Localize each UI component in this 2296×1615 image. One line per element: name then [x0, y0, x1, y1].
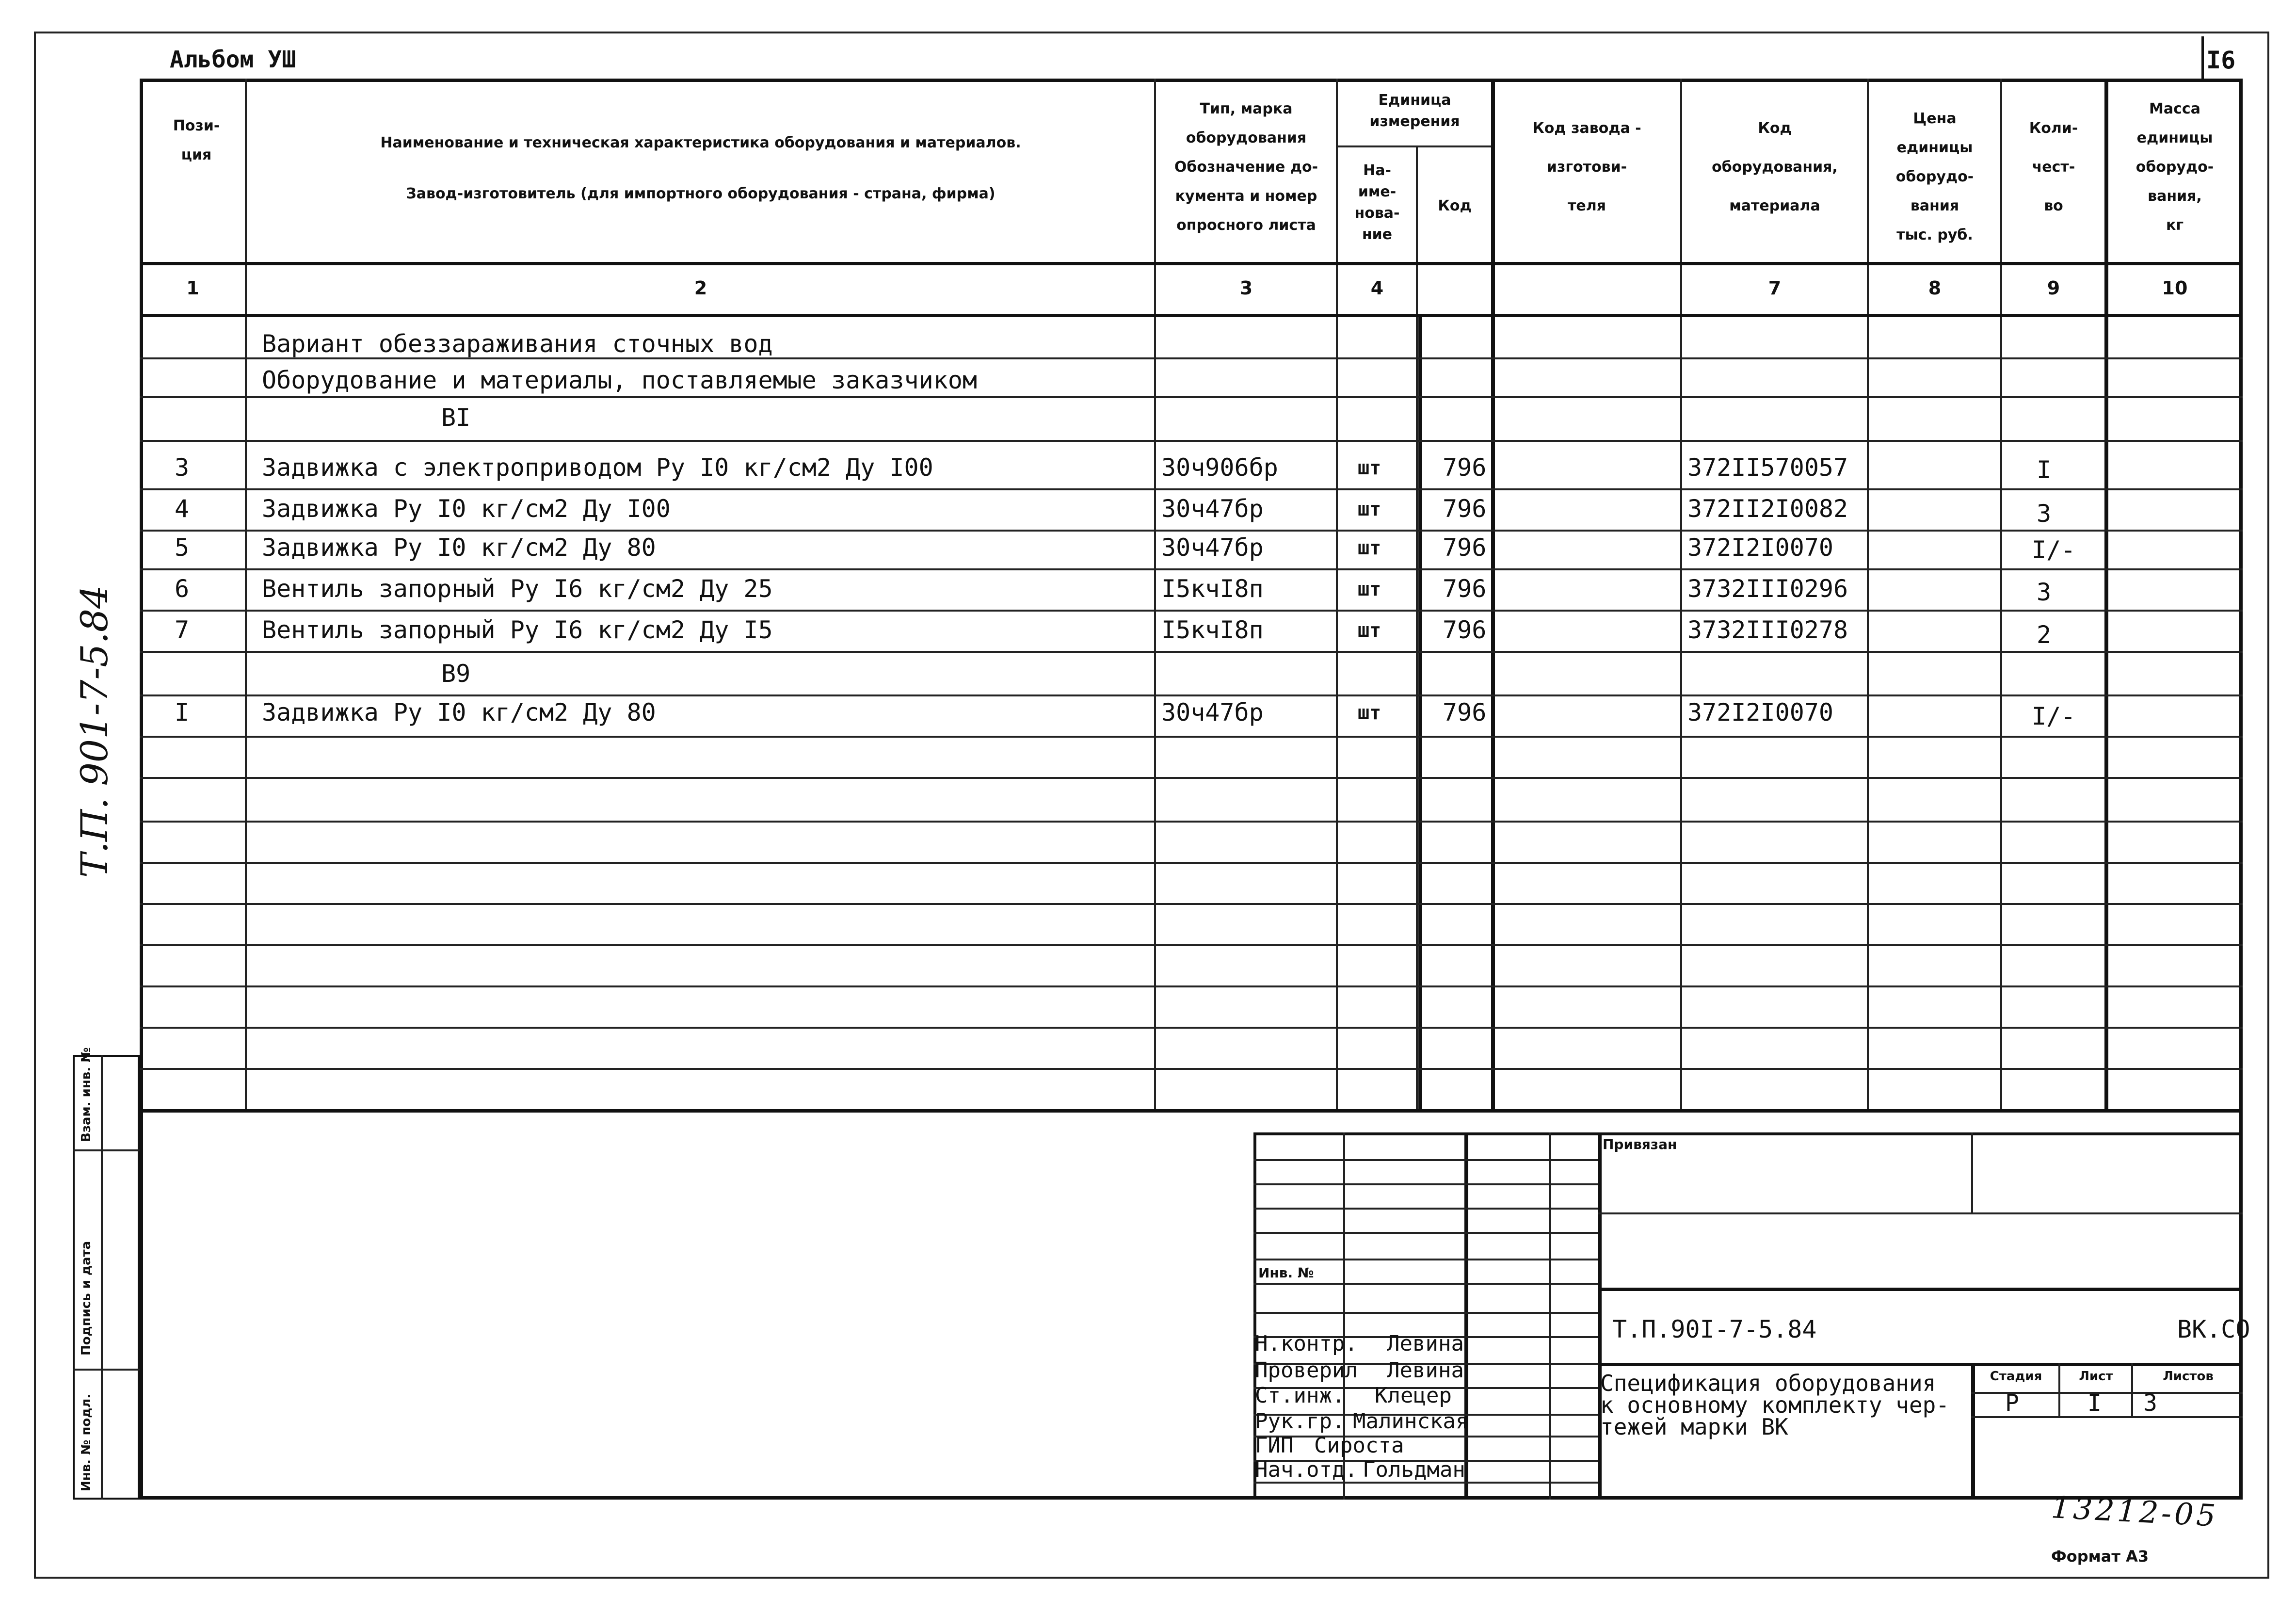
col-header-unit-code: Код [1438, 197, 1472, 214]
tb-line [1464, 1132, 1468, 1500]
row-line [140, 985, 2243, 987]
row-unit: шт [1358, 578, 1381, 600]
table-row-subtitle: Оборудование и материалы, поставляемые заказчиком [262, 366, 978, 394]
row-type: I5кчI8п [1161, 616, 1264, 644]
row-quantity: I [2037, 456, 2052, 484]
row-type: 30ч906бр [1161, 453, 1278, 482]
sheet-number: I6 [2206, 46, 2236, 74]
row-quantity: 2 [2037, 621, 2052, 649]
tb-staff-role: Ст.инж. [1255, 1383, 1345, 1408]
tb-sheets-label: Листов [2163, 1369, 2214, 1384]
tb-title-line: тежей марки ВК [1600, 1414, 1788, 1440]
row-type: 30ч47бр [1161, 495, 1264, 523]
col-number: 4 [1370, 277, 1384, 299]
stamp-inv-podl: Инв. № подл. [79, 1393, 94, 1491]
row-name: Задвижка с электроприводом Ру I0 кг/см2 Ду I00 [262, 453, 933, 482]
tb-staff-name: Сироста [1314, 1433, 1404, 1458]
row-equipment-code: 372I2I0070 [1687, 533, 1834, 562]
tb-staff-name: Гольдман [1363, 1457, 1465, 1482]
tb-title-line: Спецификация оборудования [1600, 1370, 1936, 1396]
row-unit: шт [1358, 537, 1381, 559]
tb-line [2058, 1363, 2060, 1416]
row-line [140, 694, 2243, 696]
col-header-unit-name: На- име- нова- ние [1354, 162, 1400, 243]
row-line [140, 530, 2243, 532]
row-unit-code: 796 [1443, 495, 1487, 523]
row-type: 30ч47бр [1161, 698, 1264, 727]
tb-stage: Р [2005, 1389, 2019, 1417]
row-line [140, 610, 2243, 612]
col-header-price: Цена единицы оборудо- вания тыс. руб. [1895, 110, 1974, 243]
col-header-name-1: Наименование и техническая характеристика оборудования и материалов. [380, 134, 1021, 151]
format-label: Формат А3 [2051, 1547, 2149, 1566]
row-unit-code: 796 [1443, 533, 1487, 562]
tb-line [1253, 1436, 1598, 1437]
tb-line [1253, 1232, 1598, 1234]
tb-line [1598, 1288, 2243, 1291]
col-number: 10 [2162, 277, 2188, 299]
col-line [1416, 145, 1418, 1112]
tb-staff-role: Нач.отд. [1255, 1457, 1358, 1482]
tb-staff-role: ГИП [1255, 1433, 1294, 1458]
row-line [140, 488, 2243, 490]
col-header-equipment-code: Код оборудования, материала [1712, 120, 1838, 214]
row-line [140, 651, 2243, 653]
row-unit: шт [1358, 702, 1381, 724]
row-unit-code: 796 [1443, 453, 1487, 482]
col-number: 2 [694, 277, 707, 299]
tb-line [1253, 1312, 1598, 1314]
col-header-unit: Единица измерения [1369, 92, 1460, 130]
col-header-position: Пози- ция [173, 117, 220, 163]
col-number: 8 [1928, 277, 1942, 299]
row-type: I5кчI8п [1161, 575, 1264, 603]
side-stamp-line [101, 1055, 103, 1500]
row-equipment-code: 372II2I0082 [1687, 495, 1848, 523]
table-bottom-line [140, 1109, 2243, 1113]
col-number: 1 [186, 277, 199, 299]
tb-stage-label: Стадия [1990, 1369, 2042, 1384]
row-name: Задвижка Ру I0 кг/см2 Ду 80 [262, 533, 656, 562]
row-unit-code: 796 [1443, 616, 1487, 644]
tb-staff-name: Левина [1387, 1358, 1464, 1383]
row-line [140, 568, 2243, 570]
row-equipment-code: 3732III0296 [1687, 575, 1848, 603]
row-line [140, 396, 2243, 398]
col-header-name-2: Завод-изготовитель (для импортного оборудования - страна, фирма) [406, 185, 995, 202]
row-quantity: 3 [2037, 578, 2052, 606]
col-header-manufacturer: Код завода - изготови- теля [1532, 120, 1641, 214]
row-unit: шт [1358, 619, 1381, 642]
row-position: 5 [175, 533, 190, 562]
row-position: 7 [175, 616, 190, 644]
row-position: I [175, 698, 190, 727]
row-equipment-code: 3732III0278 [1687, 616, 1848, 644]
stamp-podpis: Подпись и дата [79, 1241, 94, 1356]
row-line [140, 440, 2243, 442]
tb-title-line: к основному комплекту чер- [1600, 1392, 1950, 1418]
row-equipment-code: 372I2I0070 [1687, 698, 1834, 727]
header-line [140, 262, 2243, 265]
tb-privyazan: Привязан [1603, 1136, 1677, 1152]
row-unit: шт [1358, 457, 1381, 479]
col-header-type: Тип, марка оборудования Обозначение до- кумента и номер опросного листа [1174, 100, 1318, 234]
col-number: 9 [2047, 277, 2060, 299]
tb-mark: ВК.СО [2177, 1315, 2250, 1343]
tb-line [1971, 1132, 1973, 1212]
col-line [1336, 79, 1338, 1112]
bottom-handwritten-number: 13212-05 [2050, 1489, 2219, 1534]
table-row-section-title: Вариант обеззараживания сточных вод [262, 330, 773, 358]
tb-line [1598, 1132, 1602, 1500]
side-stamp-line [73, 1149, 140, 1151]
tb-staff-role: Н.контр. [1255, 1331, 1358, 1356]
row-name: Задвижка Ру I0 кг/см2 Ду 80 [262, 698, 656, 727]
row-quantity: 3 [2037, 500, 2052, 528]
table-row-group-b1: BI [441, 404, 471, 432]
col-line [1680, 79, 1682, 1112]
tb-line [1549, 1132, 1551, 1500]
row-line [140, 736, 2243, 738]
row-line [140, 777, 2243, 779]
tb-line [1253, 1283, 1598, 1285]
col-line [1154, 79, 1156, 1112]
row-quantity: I/- [2032, 536, 2076, 564]
tb-sheet-label: Лист [2079, 1369, 2113, 1384]
row-position: 3 [175, 453, 190, 482]
row-line [140, 1027, 2243, 1029]
col-line [2000, 79, 2002, 1112]
col-number: 7 [1768, 277, 1782, 299]
tb-inv-no: Инв. № [1258, 1265, 1314, 1281]
col-number: 3 [1239, 277, 1253, 299]
col-header-mass: Масса единицы оборудо- вания, кг [2135, 100, 2214, 234]
row-unit: шт [1358, 498, 1381, 520]
row-unit-code: 796 [1443, 698, 1487, 727]
col-line [1867, 79, 1869, 1112]
tb-staff-name: Левина [1387, 1331, 1464, 1356]
tb-line [1253, 1259, 1598, 1260]
row-unit-code: 796 [1443, 575, 1487, 603]
tb-line [2131, 1363, 2133, 1416]
side-handwritten-code: Т.П. 901-7-5.84 [73, 585, 116, 878]
col-line-thick [1491, 79, 1495, 1112]
unit-sub-line [1336, 145, 1491, 147]
row-line [140, 944, 2243, 946]
tb-line [1253, 1183, 1598, 1185]
tb-staff-role: Рук.гр. [1255, 1409, 1345, 1434]
album-label: Альбом УШ [170, 46, 296, 73]
row-line [140, 821, 2243, 823]
tb-staff-role: Проверил [1255, 1358, 1358, 1383]
row-line [140, 862, 2243, 864]
row-name: Вентиль запорный Ру I6 кг/см2 Ду 25 [262, 575, 773, 603]
tb-line [1598, 1212, 2243, 1214]
tb-sheets: 3 [2143, 1389, 2157, 1417]
row-name: Задвижка Ру I0 кг/см2 Ду I00 [262, 495, 671, 523]
row-quantity: I/- [2032, 702, 2076, 730]
row-name: Вентиль запорный Ру I6 кг/см2 Ду I5 [262, 616, 773, 644]
col-line [245, 79, 247, 1112]
row-equipment-code: 372II570057 [1687, 453, 1848, 482]
stamp-vzam: Взам. инв. № [79, 1047, 94, 1142]
tb-staff-name: Малинская [1353, 1409, 1469, 1434]
row-position: 4 [175, 495, 190, 523]
tb-staff-name: Клецер [1375, 1383, 1452, 1408]
col-line-thick [1418, 316, 1422, 1112]
tb-doc-code: Т.П.90I-7-5.84 [1612, 1315, 1817, 1343]
row-line [140, 903, 2243, 905]
col-header-quantity: Коли- чест- во [2029, 120, 2078, 214]
row-position: 6 [175, 575, 190, 603]
tb-line [1253, 1208, 1598, 1210]
row-type: 30ч47бр [1161, 533, 1264, 562]
table-row-group-b9: B9 [441, 660, 471, 688]
row-line [140, 1068, 2243, 1070]
tb-sheet: I [2087, 1389, 2102, 1417]
side-stamp-line [73, 1369, 140, 1371]
tb-line [1253, 1159, 1598, 1161]
header-line [140, 314, 2243, 317]
